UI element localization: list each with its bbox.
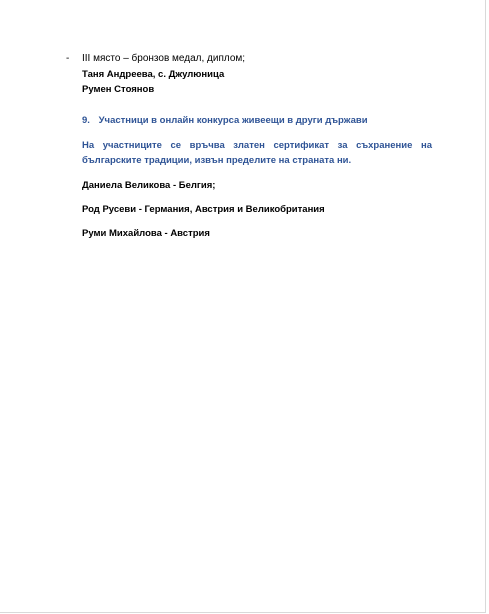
- section-description: На участниците се връчва златен сертификат за съхранение на българските традиции, извън пределите на страната ни.: [82, 140, 432, 166]
- participant-line: Род Русеви - Германия, Австрия и Великобритания: [82, 204, 325, 215]
- winner-name: Румен Стоянов: [82, 84, 155, 95]
- section-heading: [82, 114, 368, 127]
- section-title: Участници в онлайн конкурса живеещи в други държави: [98, 115, 368, 126]
- participant-line: Даниела Великова - Белгия;: [82, 180, 216, 191]
- winner-name: Таня Андреева, с. Джулюница: [82, 69, 225, 80]
- participant-line: Руми Михайлова - Австрия: [82, 228, 210, 239]
- bullet-item: [66, 52, 245, 65]
- section-number: 9.: [82, 115, 90, 126]
- bullet-text: III място – бронзов медал, диплом;: [82, 53, 246, 64]
- bullet-dash: -: [66, 53, 70, 64]
